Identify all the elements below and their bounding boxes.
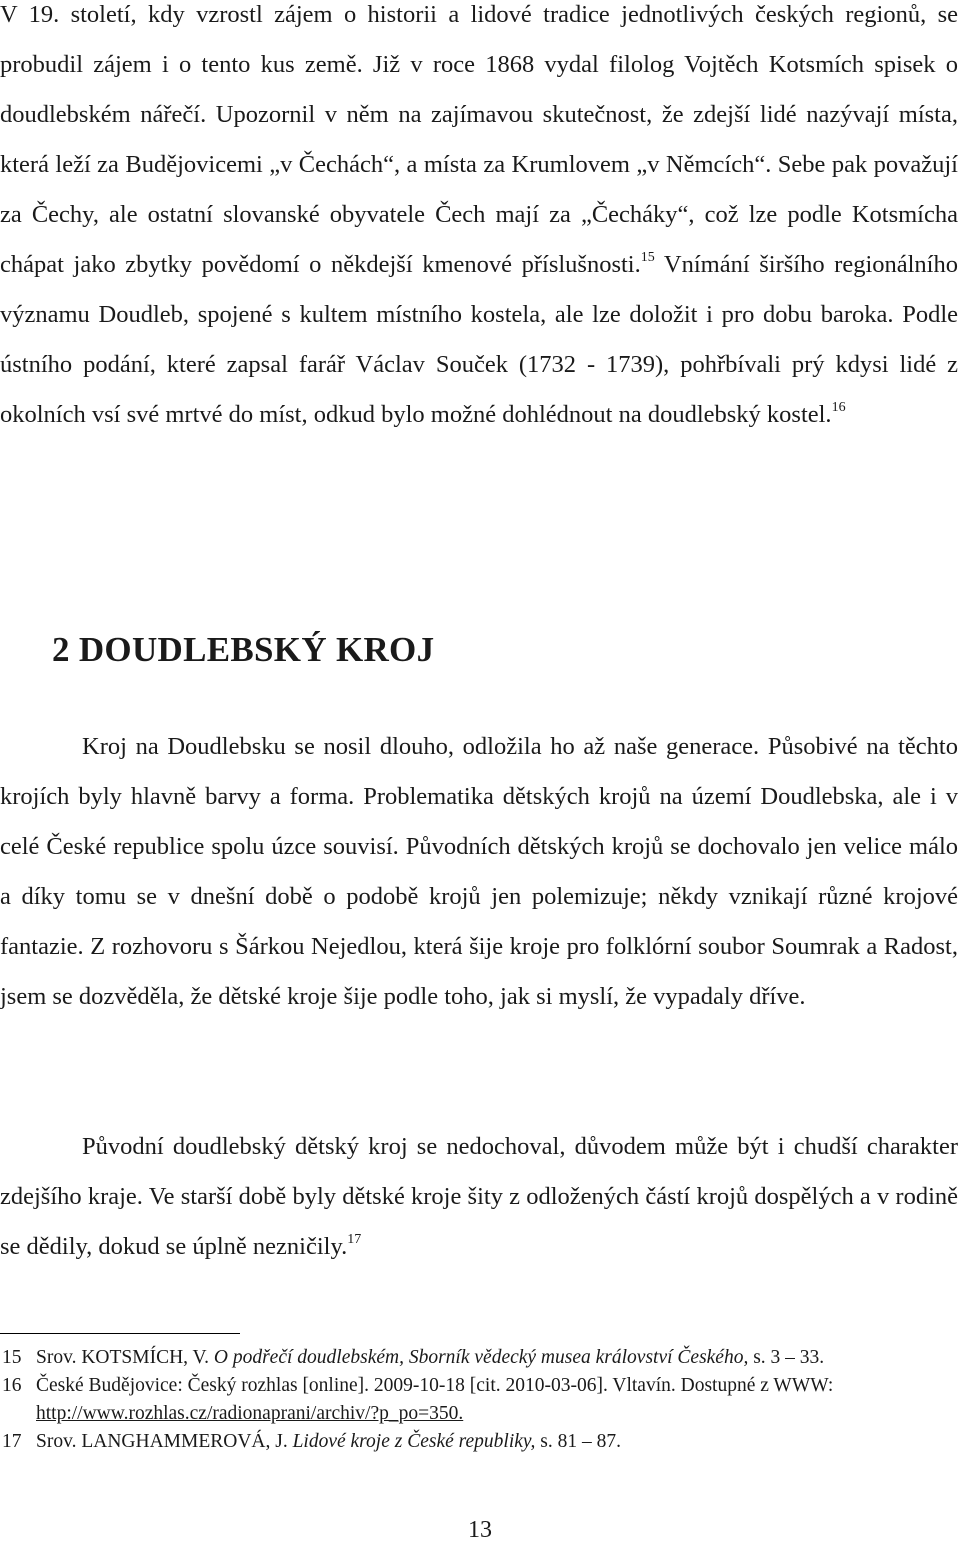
footnote-pages: s. 81 – 87. (535, 1431, 621, 1452)
footnote-title: O podřečí doudlebském, Sborník vědecký musea království Českého, (213, 1347, 749, 1368)
footnote-pages: s. 3 – 33. (748, 1347, 825, 1368)
footnote-text: Srov. KOTSMÍCH, V. (36, 1347, 214, 1368)
footnote-text: České Budějovice: Český rozhlas [online]. 2009-10-18 [cit. 2010-03-06]. Vltavín. Dostupné z WWW: (36, 1375, 834, 1396)
paragraph-text: Vnímání širšího regionálního významu Doudleb, spojené s kultem místního kostela, ale lze doložit i pro dobu baroka. Podle ústního podání, které zapsal farář Václav Souček (1732 - 1739), pohřbívali prý kdysi lidé z okolních vsí své mrtvé do míst, odkud bylo možné dohlédnout na doudlebský kostel. (0, 251, 958, 428)
footnote-number: 17 (2, 1431, 22, 1452)
footnote-link[interactable]: http://www.rozhlas.cz/radionaprani/archiv/?p_po=350. (36, 1403, 464, 1424)
footnote-ref-15[interactable]: 15 (640, 250, 655, 265)
footnotes (0, 1344, 960, 1456)
paragraph-regional-history (0, 0, 958, 440)
paragraph-text: V 19. století, kdy vzrostl zájem o historii a lidové tradice jednotlivých českých regionů, se probudil zájem i o tento kus země. Již v roce 1868 vydal filolog Vojtěch Kotsmích spisek o doudlebském nářečí. Upozornil v něm na zajímavou skutečnost, že zdejší lidé nazývají místa, která leží za Budějovicemi „v Čechách“, a místa za Krumlovem „v Němcích“. Sebe pak považují za Čechy, ale ostatní slovanské obyvatele Čech mají za „Čecháky“, což lze podle Kotsmícha chápat jako zbytky povědomí o někdejší kmenové příslušnosti. (0, 1, 958, 278)
footnote-text: Srov. LANGHAMMEROVÁ, J. (36, 1431, 293, 1452)
footnote-ref-16[interactable]: 16 (831, 400, 846, 415)
footnote-17 (0, 1428, 960, 1456)
footnote-separator (0, 1333, 240, 1334)
paragraph-children-costume (0, 1122, 958, 1272)
chapter-heading: 2 DOUDLEBSKÝ KROJ (52, 630, 435, 669)
page-number: 13 (468, 1517, 492, 1543)
paragraph-text: Původní doudlebský dětský kroj se nedochoval, důvodem může být i chudší charakter zdejšího kraje. Ve starší době byly dětské kroje šity z odložených částí krojů dospělých a v rodině se dědily, dokud se úplně nezničily. (0, 1133, 958, 1260)
footnote-number: 15 (2, 1347, 22, 1368)
footnote-number: 16 (2, 1375, 22, 1396)
footnote-16 (0, 1372, 960, 1428)
footnote-ref-17[interactable]: 17 (347, 1232, 362, 1247)
footnote-15 (0, 1344, 960, 1372)
footnote-title: Lidové kroje z České republiky, (292, 1431, 536, 1452)
paragraph-costume-intro: Kroj na Doudlebsku se nosil dlouho, odložila ho až naše generace. Působivé na těchto krojích byly hlavně barvy a forma. Problematika dětských krojů na území Doudlebska, ale i v celé České republice spolu úzce souvisí. Původních dětských krojů se dochovalo jen velice málo a díky tomu se v dnešní době o podobě krojů jen polemizuje; někdy vznikají různé krojové fantazie. Z rozhovoru s Šárkou Nejedlou, která šije kroje pro folklórní soubor Soumrak a Radost, jsem se dozvěděla, že dětské kroje šije podle toho, jak si myslí, že vypadaly dříve. (0, 733, 958, 1010)
